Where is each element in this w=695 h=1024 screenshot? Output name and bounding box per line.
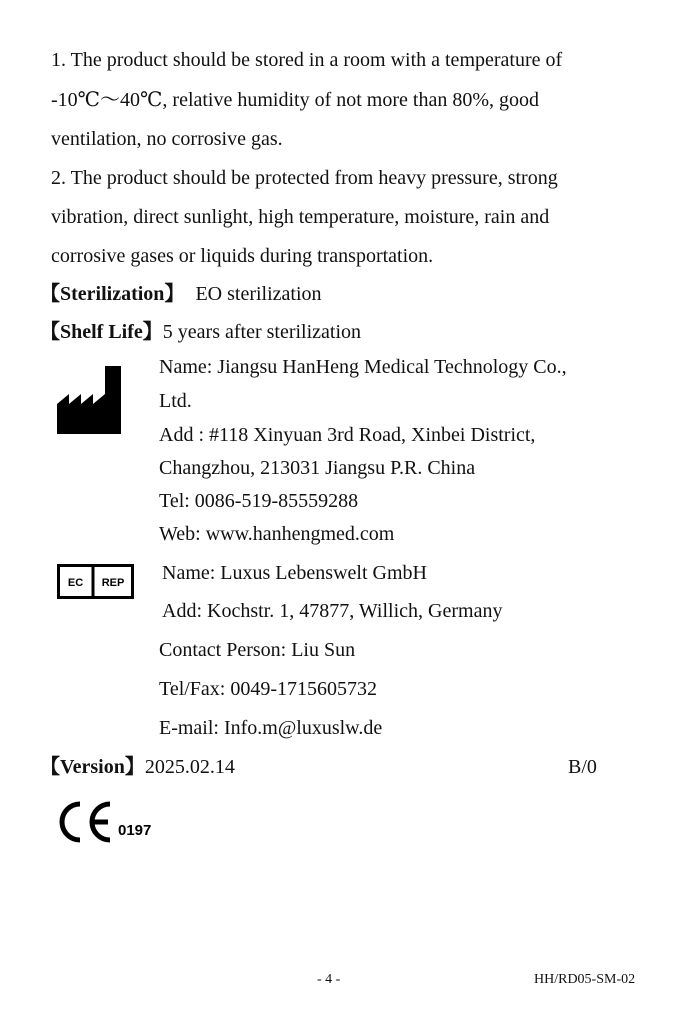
version-row: [40, 755, 235, 779]
storage-line-4: 2. The product should be protected from heavy pressure, strong: [51, 167, 558, 189]
storage-line-6: corrosive gases or liquids during transportation.: [51, 245, 434, 267]
manufacturer-tel: Tel: 0086-519-85559288: [159, 490, 359, 512]
shelf-life-value: 5 years after sterilization: [162, 321, 362, 343]
version-revision: B/0: [568, 756, 597, 778]
ec-rep-telfax: Tel/Fax: 0049-1715605732: [159, 678, 378, 700]
storage-line-1: 1. The product should be stored in a room with a temperature of: [51, 49, 563, 71]
ec-rep-address: Add: Kochstr. 1, 47877, Willich, Germany: [162, 600, 503, 622]
shelf-life-row: [40, 320, 361, 344]
manufacturer-name-line-1: Name: Jiangsu HanHeng Medical Technology Co.,: [159, 356, 567, 378]
bracket-close: 】: [142, 321, 163, 343]
manufacturer-icon: [55, 364, 123, 436]
bracket-close: 】: [164, 283, 185, 305]
ec-rep-left-text: EC: [67, 577, 84, 589]
bracket-open: 【: [40, 283, 60, 305]
storage-line-5: vibration, direct sunlight, high temperature, moisture, rain and: [51, 206, 550, 228]
ec-rep-email: E-mail: Info.m@luxuslw.de: [159, 717, 383, 739]
bracket-open: 【: [40, 756, 60, 778]
shelf-life-label: Shelf Life: [60, 321, 143, 343]
ec-rep-contact: Contact Person: Liu Sun: [159, 639, 356, 661]
bracket-close: 】: [124, 756, 145, 778]
sterilization-label: Sterilization: [60, 283, 165, 305]
manufacturer-address-line-2: Changzhou, 213031 Jiangsu P.R. China: [159, 457, 476, 479]
version-date: 2025.02.14: [144, 756, 235, 778]
sterilization-row: [40, 282, 322, 306]
page-number: - 4 -: [317, 972, 341, 987]
bracket-open: 【: [40, 321, 60, 343]
version-label: Version: [60, 756, 125, 778]
sterilization-value: EO sterilization: [195, 283, 322, 305]
storage-line-2: -10℃～40℃, relative humidity of not more than 80%, good: [51, 89, 539, 111]
ec-rep-name: Name: Luxus Lebenswelt GmbH: [162, 562, 427, 584]
manufacturer-name-line-2: Ltd.: [159, 390, 192, 412]
storage-line-3: ventilation, no corrosive gas.: [51, 128, 283, 150]
document-code: HH/RD05-SM-02: [534, 972, 636, 987]
ec-rep-icon: [57, 564, 134, 599]
manufacturer-web: Web: www.hanhengmed.com: [159, 523, 395, 545]
ec-rep-right-text: REP: [101, 577, 125, 589]
ce-mark-icon: [50, 800, 170, 844]
ce-mark-number: 0197: [118, 822, 152, 839]
manufacturer-address-line-1: Add : #118 Xinyuan 3rd Road, Xinbei District,: [159, 424, 536, 446]
